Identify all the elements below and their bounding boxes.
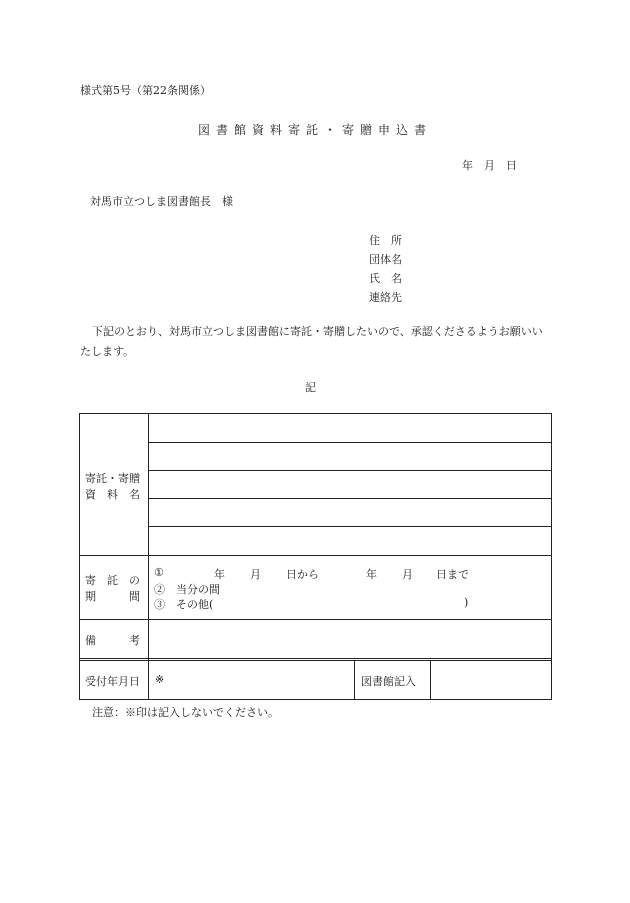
received-date-label: 受付年月日 (85, 675, 140, 688)
period-day-from: 日から (286, 568, 319, 581)
document-title: 図書館資料寄託・寄贈申込書 (197, 123, 432, 137)
period-option-3-close: ) (464, 596, 469, 609)
materials-label-line-2: 資 料 名 (85, 488, 140, 501)
material-entry-line-4 (148, 526, 551, 527)
applicant-contact-label: 連絡先 (369, 291, 402, 304)
ki-heading: 記 (305, 381, 316, 394)
received-label-divider (148, 660, 149, 699)
material-entry-line-1 (148, 442, 551, 443)
received-value-divider (354, 660, 355, 699)
form-number: 様式第5号（第22条関係） (80, 84, 211, 97)
library-entry-divider (430, 660, 431, 699)
period-month-2: 月 (402, 568, 413, 581)
remarks-row-bottom-2 (80, 660, 551, 661)
application-form-table (79, 413, 552, 700)
period-day-to: 日まで (436, 568, 469, 581)
remarks-row-bottom-1 (80, 658, 551, 659)
remarks-label: 備 考 (85, 634, 140, 647)
period-option-1-mark: ① (154, 566, 164, 579)
period-year-2: 年 (366, 568, 377, 581)
period-label-line-1: 寄 託 の (85, 574, 140, 587)
request-body-text: 下記のとおり、対馬市立つしま図書館に寄託・寄贈したいので、承認くださるようお願いいたします。 (80, 325, 543, 358)
addressee: 対馬市立つしま図書館長 様 (90, 195, 233, 208)
applicant-group-label: 団体名 (369, 253, 402, 266)
received-date-mark: ※ (155, 673, 165, 686)
library-entry-label: 図書館記入 (361, 675, 416, 688)
applicant-name-label: 氏 名 (369, 272, 402, 285)
period-option-2: ② 当分の間 (154, 583, 220, 596)
material-entry-line-2 (148, 470, 551, 471)
period-option-3: ③ その他( (154, 598, 214, 611)
date-line: 年 月 日 (462, 159, 517, 172)
material-entry-line-3 (148, 498, 551, 499)
period-month-1: 月 (250, 568, 261, 581)
materials-label-line-1: 寄託・寄贈 (85, 472, 140, 485)
period-label-line-2: 期 間 (85, 590, 140, 603)
period-row-bottom (80, 619, 551, 620)
footnote: 注意：※印は記入しないでください。 (92, 706, 279, 719)
materials-row-bottom (80, 555, 551, 556)
period-year-1: 年 (214, 568, 225, 581)
applicant-address-label: 住 所 (369, 234, 402, 247)
label-column-divider (148, 414, 149, 660)
